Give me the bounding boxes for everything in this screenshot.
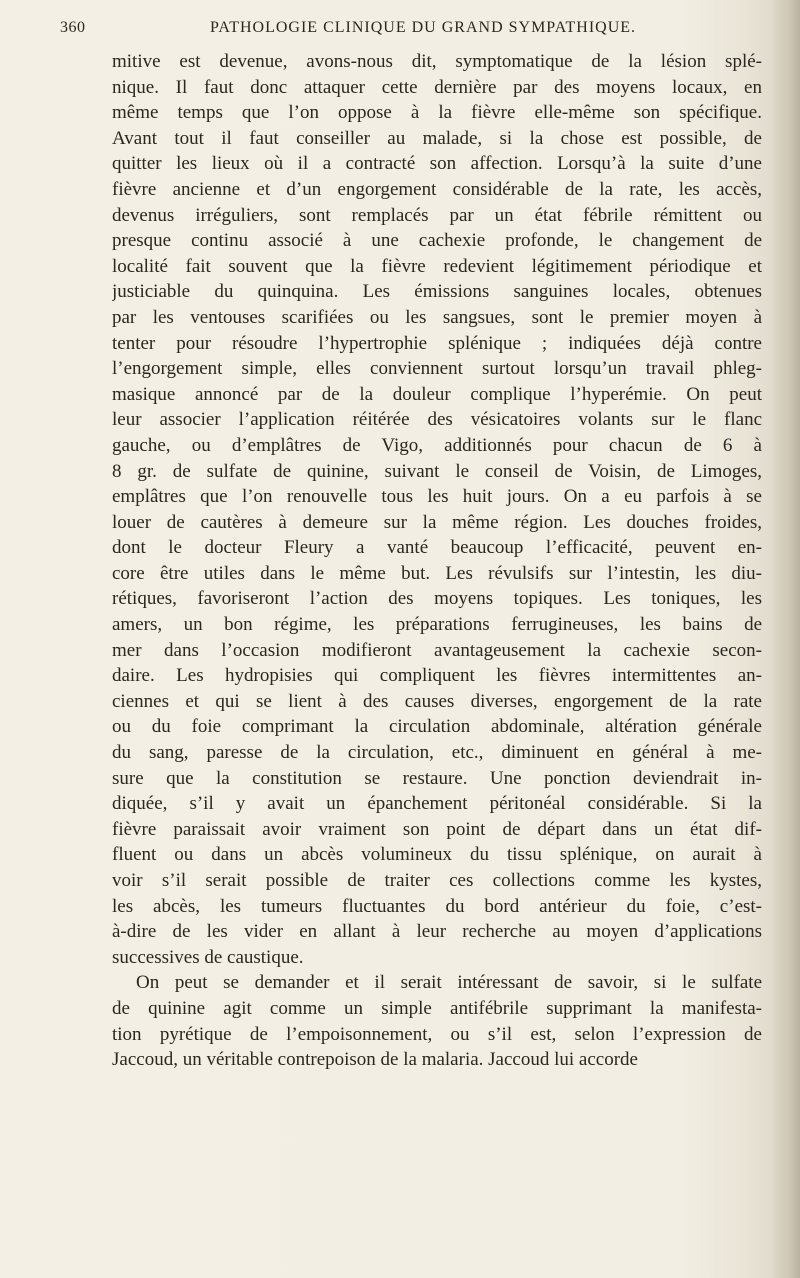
page-edge-shadow xyxy=(770,0,800,1278)
text-line: louer de cautères à demeure sur la même région. Les douches froides, xyxy=(112,511,762,533)
text-line: justiciable du quinquina. Les émissions sanguines locales, obtenues xyxy=(112,281,762,303)
text-line: emplâtres que l’on renouvelle tous les huit jours. On a eu parfois à se xyxy=(112,486,762,508)
text-line: de quinine agit comme un simple antifébrile supprimant la manifesta- xyxy=(112,997,762,1019)
text-line: mitive est devenue, avons-nous dit, symptomatique de la lésion splé- xyxy=(112,51,762,72)
text-line: l’engorgement simple, elles conviennent surtout lorsqu’un travail phleg- xyxy=(112,358,762,380)
page-number: 360 xyxy=(60,19,86,36)
text-line: sure que la constitution se restaure. Une ponction deviendrait in- xyxy=(112,767,762,789)
text-line: amers, un bon régime, les préparations ferrugineuses, les bains de xyxy=(112,614,762,636)
text-line: fluent ou dans un abcès volumineux du tissu splénique, on aurait à xyxy=(112,844,762,866)
text-line: daire. Les hydropisies qui compliquent les fièvres intermittentes an- xyxy=(112,665,762,687)
text-line: nique. Il faut donc attaquer cette dernière par des moyens locaux, en xyxy=(112,76,762,98)
text-line: core être utiles dans le même but. Les révulsifs sur l’intestin, les diu- xyxy=(112,562,762,584)
text-line: du sang, paresse de la circulation, etc., diminuent en général à me- xyxy=(112,742,762,764)
text-line: On peut se demander et il serait intéressant de savoir, si le sulfate xyxy=(136,972,762,994)
body-text xyxy=(112,49,762,1073)
text-line: masique annoncé par de la douleur complique l’hyperémie. On peut xyxy=(112,383,762,405)
text-line: fièvre ancienne et d’un engorgement considérable de la rate, les accès, xyxy=(112,178,762,200)
text-line: localité fait souvent que la fièvre redevient légitimement périodique et xyxy=(112,255,762,277)
text-line: successives de caustique. xyxy=(112,946,304,968)
text-line: ciennes et qui se lient à des causes diverses, engorgement de la rate xyxy=(112,690,762,712)
text-line: mer dans l’occasion modifieront avantageusement la cachexie secon- xyxy=(112,639,762,661)
running-head: PATHOLOGIE CLINIQUE DU GRAND SYMPATHIQUE. xyxy=(210,19,637,36)
paragraph xyxy=(112,49,762,970)
text-line: diquée, s’il y avait un épanchement péritonéal considérable. Si la xyxy=(112,793,762,815)
text-line: rétiques, favoriseront l’action des moyens topiques. Les toniques, les xyxy=(112,588,762,610)
text-line: les abcès, les tumeurs fluctuantes du bord antérieur du foie, c’est- xyxy=(112,895,762,917)
text-line: quitter les lieux où il a contracté son affection. Lorsqu’à la suite d’une xyxy=(112,153,762,175)
text-line: 8 gr. de sulfate de quinine, suivant le conseil de Voisin, de Limoges, xyxy=(112,460,762,482)
page-header xyxy=(60,19,740,45)
text-line: tenter pour résoudre l’hypertrophie splénique ; indiquées déjà contre xyxy=(112,332,762,354)
text-line: Jaccoud, un véritable contrepoison de la malaria. Jaccoud lui accorde xyxy=(112,1049,638,1071)
text-line: même temps que l’on oppose à la fièvre elle-même son spécifique. xyxy=(112,102,762,124)
text-line: Avant tout il faut conseiller au malade, si la chose est possible, de xyxy=(112,127,762,149)
text-line: à-dire de les vider en allant à leur recherche au moyen d’applications xyxy=(112,921,762,943)
text-line: dont le docteur Fleury a vanté beaucoup l’efficacité, peuvent en- xyxy=(112,537,762,559)
text-line: leur associer l’application réitérée des vésicatoires volants sur le flanc xyxy=(112,409,762,431)
text-line: presque continu associé à une cachexie profonde, le changement de xyxy=(112,230,762,252)
text-line: gauche, ou d’emplâtres de Vigo, additionnés pour chacun de 6 à xyxy=(112,434,762,456)
text-line: ou du foie comprimant la circulation abdominale, altération générale xyxy=(112,716,762,738)
text-line: fièvre paraissait avoir vraiment son point de départ dans un état dif- xyxy=(112,818,762,840)
text-line: voir s’il serait possible de traiter ces collections comme les kystes, xyxy=(112,870,762,891)
paragraph xyxy=(112,970,762,1072)
text-line: tion pyrétique de l’empoisonnement, ou s’il est, selon l’expression de xyxy=(112,1023,762,1045)
text-line: par les ventouses scarifiées ou les sangsues, sont le premier moyen à xyxy=(112,306,762,328)
text-line: devenus irréguliers, sont remplacés par un état fébrile rémittent ou xyxy=(112,204,762,226)
